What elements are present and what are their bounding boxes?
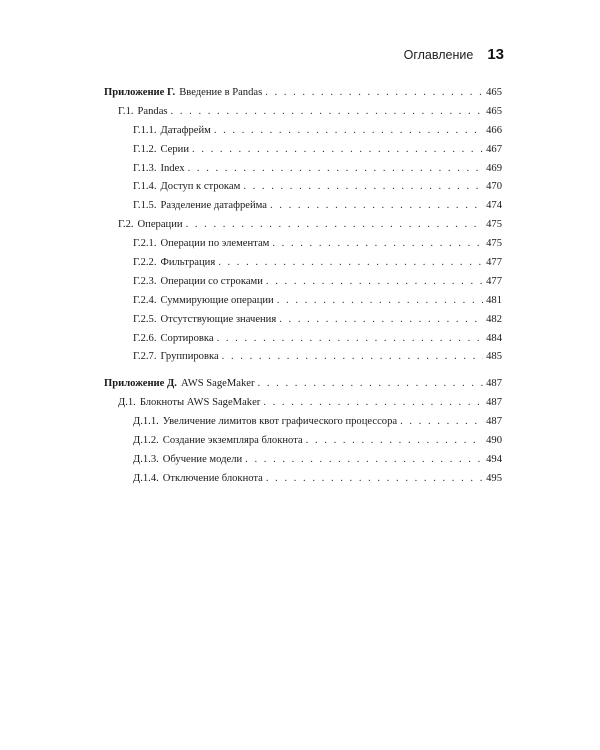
toc-entry-title: Обучение модели bbox=[162, 453, 243, 465]
toc-entry-g2-4[interactable] bbox=[104, 292, 502, 311]
toc-entry-page: 485 bbox=[486, 351, 502, 363]
toc-entry-d1[interactable] bbox=[104, 394, 502, 413]
toc-entry-title: Операции по элементам bbox=[160, 238, 270, 250]
running-header-title: Оглавление bbox=[403, 48, 474, 62]
toc-entry-page: 466 bbox=[486, 124, 502, 136]
dot-leader bbox=[245, 451, 483, 470]
toc-entry-title: Создание экземпляра блокнота bbox=[162, 435, 303, 447]
toc-entry-page: 474 bbox=[486, 200, 502, 212]
toc-entry-label: Приложение Г. bbox=[104, 87, 176, 98]
toc-entry-page: 487 bbox=[486, 416, 502, 428]
toc-entry-title: Отключение блокнота bbox=[162, 472, 263, 484]
toc-entry-number: Г.2. bbox=[118, 219, 134, 231]
toc-entry-g1-1[interactable] bbox=[104, 122, 502, 141]
dot-leader bbox=[192, 141, 483, 160]
toc-entry-page: 494 bbox=[486, 453, 502, 465]
dot-leader bbox=[217, 330, 484, 349]
toc-entry-title: Разделение датафрейма bbox=[160, 200, 267, 212]
toc-entry-number: Г.2.6. bbox=[133, 332, 157, 344]
toc-entry-number: Д.1.2. bbox=[133, 435, 159, 447]
toc-entry-title: Датафрейм bbox=[160, 124, 211, 136]
dot-leader bbox=[279, 311, 483, 330]
toc-entry-page: 495 bbox=[486, 472, 502, 484]
toc-entry-page: 487 bbox=[486, 397, 502, 409]
toc-entry-number: Д.1. bbox=[118, 397, 136, 409]
toc-entry-number: Д.1.1. bbox=[133, 416, 159, 428]
toc-entry-number: Г.2.7. bbox=[133, 351, 157, 363]
section-spacer bbox=[104, 367, 502, 375]
toc-entry-title: Pandas bbox=[137, 105, 168, 117]
toc-entry-page: 477 bbox=[486, 257, 502, 269]
toc-entry-number: Г.1. bbox=[118, 105, 134, 117]
toc-entry-page: 475 bbox=[486, 238, 502, 250]
toc-entry-g1-2[interactable] bbox=[104, 141, 502, 160]
dot-leader bbox=[265, 84, 483, 103]
toc-entry-page: 490 bbox=[486, 435, 502, 447]
toc-entry-g2-5[interactable] bbox=[104, 311, 502, 330]
toc-entry-title: Фильтрация bbox=[160, 257, 216, 269]
toc-entry-g2-6[interactable] bbox=[104, 330, 502, 349]
toc-entry-page: 487 bbox=[486, 378, 502, 390]
toc-entry-page: 467 bbox=[486, 143, 502, 155]
toc-entry-g1[interactable] bbox=[104, 103, 502, 122]
toc-entry-number: Г.1.1. bbox=[133, 124, 157, 136]
toc-entry-title: Блокноты AWS SageMaker bbox=[139, 397, 261, 409]
toc-entry-page: 484 bbox=[486, 332, 502, 344]
toc-entry-g2-3[interactable] bbox=[104, 273, 502, 292]
toc-entry-number: Г.2.4. bbox=[133, 294, 157, 306]
toc-entry-g1-5[interactable] bbox=[104, 197, 502, 216]
dot-leader bbox=[272, 235, 483, 254]
toc-entry-title: Серии bbox=[160, 143, 190, 155]
toc-entry-page: 482 bbox=[486, 313, 502, 325]
dot-leader bbox=[258, 375, 484, 394]
toc-entry-page: 475 bbox=[486, 219, 502, 231]
toc-entry-page: 469 bbox=[486, 162, 502, 174]
toc-entry-d1-2[interactable] bbox=[104, 432, 502, 451]
toc-entry-d1-3[interactable] bbox=[104, 451, 502, 470]
dot-leader bbox=[263, 394, 483, 413]
page-number: 13 bbox=[487, 46, 504, 63]
dot-leader bbox=[270, 197, 483, 216]
table-of-contents bbox=[104, 84, 502, 489]
toc-entry-appendix-g[interactable] bbox=[104, 84, 502, 103]
toc-entry-title: Введение в Pandas bbox=[179, 87, 263, 98]
toc-entry-number: Г.1.4. bbox=[133, 181, 157, 193]
toc-entry-number: Г.2.5. bbox=[133, 313, 157, 325]
toc-entry-page: 465 bbox=[486, 105, 502, 117]
toc-entry-title: Index bbox=[160, 162, 185, 174]
toc-entry-g2[interactable] bbox=[104, 216, 502, 235]
toc-entry-d1-4[interactable] bbox=[104, 470, 502, 489]
dot-leader bbox=[277, 292, 483, 311]
toc-entry-number: Г.2.2. bbox=[133, 257, 157, 269]
toc-entry-title: Сортировка bbox=[160, 332, 214, 344]
toc-entry-title: AWS SageMaker bbox=[180, 378, 255, 390]
dot-leader bbox=[222, 348, 483, 367]
dot-leader bbox=[218, 254, 483, 273]
dot-leader bbox=[400, 413, 483, 432]
toc-entry-page: 465 bbox=[486, 87, 502, 98]
toc-entry-page: 470 bbox=[486, 181, 502, 193]
dot-leader bbox=[266, 470, 483, 489]
toc-entry-g2-1[interactable] bbox=[104, 235, 502, 254]
dot-leader bbox=[214, 122, 483, 141]
dot-leader bbox=[188, 160, 484, 179]
toc-entry-label: Приложение Д. bbox=[104, 378, 177, 390]
toc-entry-title: Отсутствующие значения bbox=[160, 313, 277, 325]
toc-entry-number: Г.1.2. bbox=[133, 143, 157, 155]
dot-leader bbox=[266, 273, 483, 292]
dot-leader bbox=[186, 216, 484, 235]
toc-entry-g2-2[interactable] bbox=[104, 254, 502, 273]
dot-leader bbox=[306, 432, 483, 451]
toc-entry-title: Увеличение лимитов квот графического процессора bbox=[162, 416, 398, 428]
toc-entry-number: Г.2.3. bbox=[133, 275, 157, 287]
toc-entry-title: Суммирующие операции bbox=[160, 294, 274, 306]
toc-entry-g2-7[interactable] bbox=[104, 348, 502, 367]
toc-entry-page: 481 bbox=[486, 294, 502, 306]
toc-entry-title: Доступ к строкам bbox=[160, 181, 241, 193]
toc-entry-appendix-d[interactable] bbox=[104, 375, 502, 394]
toc-entry-title: Группировка bbox=[160, 351, 219, 363]
toc-entry-page: 477 bbox=[486, 275, 502, 287]
toc-entry-title: Операции со строками bbox=[160, 275, 263, 287]
toc-entry-g1-4[interactable] bbox=[104, 178, 502, 197]
toc-entry-number: Г.1.5. bbox=[133, 200, 157, 212]
toc-entry-number: Г.2.1. bbox=[133, 238, 157, 250]
toc-entry-g1-3[interactable] bbox=[104, 160, 502, 179]
toc-entry-number: Д.1.3. bbox=[133, 453, 159, 465]
toc-entry-title: Операции bbox=[137, 219, 183, 231]
dot-leader bbox=[243, 178, 483, 197]
toc-entry-number: Д.1.4. bbox=[133, 472, 159, 484]
toc-entry-number: Г.1.3. bbox=[133, 162, 157, 174]
toc-entry-d1-1[interactable] bbox=[104, 413, 502, 432]
running-header bbox=[404, 46, 504, 63]
dot-leader bbox=[171, 103, 484, 122]
